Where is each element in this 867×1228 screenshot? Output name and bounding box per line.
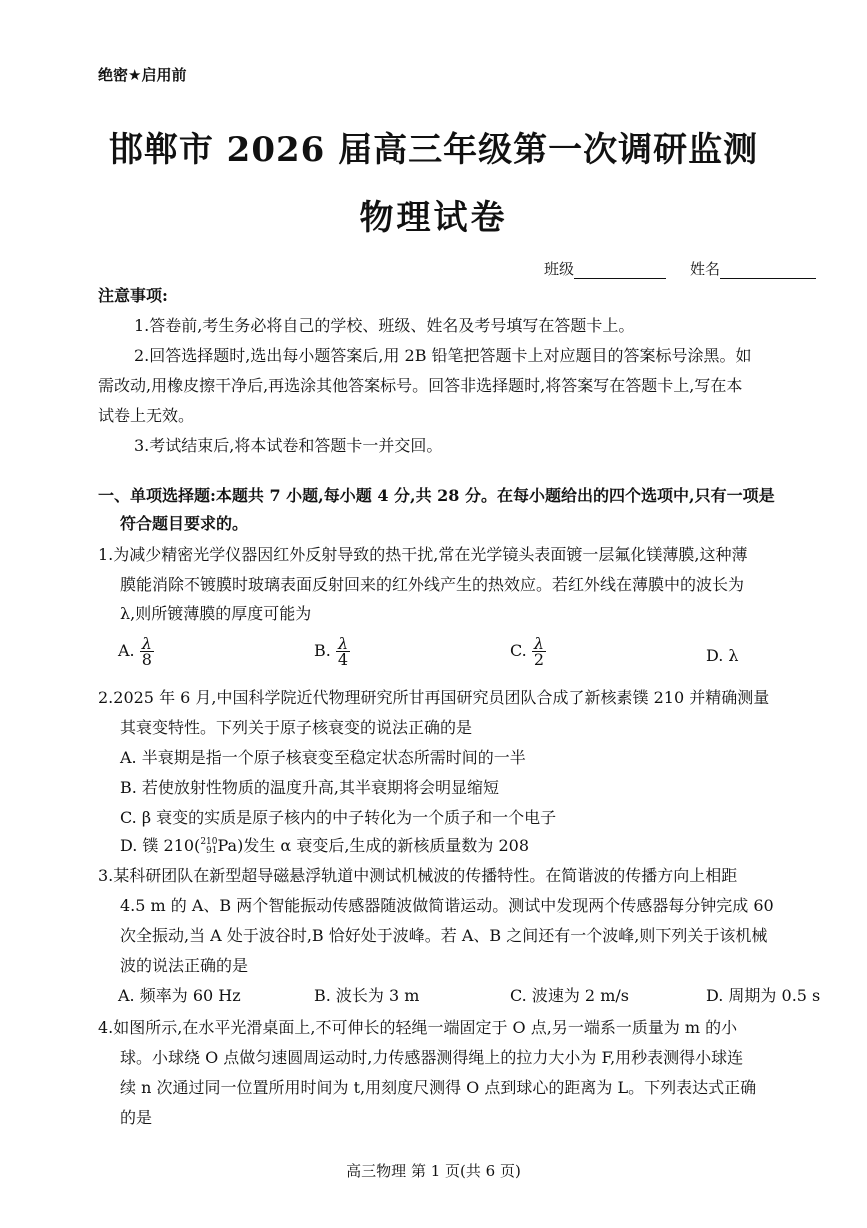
- q2-atomic-number: 91: [206, 845, 218, 856]
- q3-line-2: 4.5 m 的 A、B 两个智能振动传感器随波做简谐运动。测试中发现两个传感器每分钟完成 60: [120, 896, 774, 915]
- q1-option-b-denominator: 4: [337, 650, 349, 669]
- name-blank: [720, 262, 816, 279]
- q3-option-c: C. 波速为 2 m/s: [510, 986, 629, 1005]
- q1-option-a: [118, 636, 154, 667]
- q2-option-c: C. β 衰变的实质是原子核内的中子转化为一个质子和一个电子: [120, 808, 557, 827]
- q1-line-3: λ,则所镀薄膜的厚度可能为: [120, 604, 312, 623]
- q3-line-3: 次全振动,当 A 处于波谷时,B 恰好处于波峰。若 A、B 之间还有一个波峰,则下列关于该机械: [120, 926, 768, 945]
- q3-option-a: A. 频率为 60 Hz: [118, 986, 241, 1005]
- exam-title: 邯郸市 2026 届高三年级第一次调研监测: [108, 130, 759, 170]
- q1-option-c-fraction: [532, 636, 546, 667]
- section-1-heading-cont: 符合题目要求的。: [120, 514, 249, 533]
- q1-line-2: 膜能消除不镀膜时玻璃表面反射回来的红外线产生的热效应。若红外线在薄膜中的波长为: [120, 575, 745, 594]
- q1-option-b-label: B.: [314, 641, 331, 660]
- q1-option-a-fraction: [140, 636, 154, 667]
- q1-option-a-denominator: 8: [141, 650, 152, 669]
- q3-option-b: B. 波长为 3 m: [314, 986, 420, 1005]
- q1-option-b-fraction: [336, 636, 350, 667]
- q2-line-1: 2.2025 年 6 月,中国科学院近代物理研究所甘再国研究员团队合成了新核素镤 210 并精确测量: [98, 688, 770, 707]
- notice-item-2-line-1: 2.回答选择题时,选出每小题答案后,用 2B 铅笔把答题卡上对应题目的答案标号涂黑。如: [134, 346, 752, 365]
- q1-option-c-numerator: λ: [533, 634, 544, 653]
- q4-line-2: 球。小球绕 O 点做匀速圆周运动时,力传感器测得绳上的拉力大小为 F,用秒表测得小球连: [120, 1048, 744, 1067]
- section-1-heading: 一、单项选择题:本题共 7 小题,每小题 4 分,共 28 分。在每小题给出的四个选项中,只有一项是: [98, 486, 775, 505]
- q1-option-c-label: C.: [510, 641, 527, 660]
- page-footer: 高三物理 第 1 页(共 6 页): [346, 1162, 521, 1180]
- class-label: 班级: [544, 260, 575, 278]
- class-blank: [574, 262, 666, 279]
- q2-option-d-suffix: )发生 α 衰变后,生成的新核质量数为 208: [237, 836, 530, 855]
- class-field: [544, 258, 666, 279]
- q4-line-3: 续 n 次通过同一位置所用时间为 t,用刻度尺测得 O 点到球心的距离为 L。下列表达式正确: [120, 1078, 757, 1097]
- q1-option-a-label: A.: [118, 641, 135, 660]
- q3-line-4: 波的说法正确的是: [120, 956, 249, 975]
- q2-option-d: [120, 836, 529, 856]
- notice-item-2-line-3: 试卷上无效。: [98, 406, 195, 425]
- exam-subject-title: 物理试卷: [359, 198, 508, 238]
- q1-option-d: D. λ: [706, 646, 739, 665]
- notice-item-1: 1.答卷前,考生务必将自己的学校、班级、姓名及考号填写在答题卡上。: [134, 316, 635, 335]
- notice-heading: 注意事项:: [98, 286, 168, 305]
- q3-line-1: 3.某科研团队在新型超导磁悬浮轨道中测试机械波的传播特性。在简谐波的传播方向上相距: [98, 866, 738, 885]
- notice-item-3: 3.考试结束后,将本试卷和答题卡一并交回。: [134, 436, 443, 455]
- q4-line-1: 4.如图所示,在水平光滑桌面上,不可伸长的轻绳一端固定于 O 点,另一端系一质量为 m 的小: [98, 1018, 738, 1037]
- name-label: 姓名: [690, 260, 721, 278]
- q1-option-b: [314, 636, 350, 667]
- q2-line-2: 其衰变特性。下列关于原子核衰变的说法正确的是: [120, 718, 473, 737]
- q2-option-d-prefix: D. 镤 210(: [120, 836, 201, 855]
- notice-item-2-line-2: 需改动,用橡皮擦干净后,再选涂其他答案标号。回答非选择题时,将答案写在答题卡上,写在本: [98, 376, 743, 395]
- q2-element-symbol: Pa: [217, 836, 238, 855]
- q2-option-a: A. 半衰期是指一个原子核衰变至稳定状态所需时间的一半: [120, 748, 526, 767]
- name-field: [690, 258, 816, 279]
- confidential-label: 绝密★启用前: [98, 66, 187, 84]
- q3-option-d: D. 周期为 0.5 s: [706, 986, 821, 1005]
- q2-nuclide-numbers: [200, 838, 217, 856]
- q1-line-1: 1.为减少精密光学仪器因红外反射导致的热干扰,常在光学镜头表面镀一层氟化镁薄膜,这种薄: [98, 545, 748, 564]
- q1-option-a-numerator: λ: [141, 634, 152, 653]
- q2-mass-number: 210: [200, 836, 218, 847]
- q2-option-b: B. 若使放射性物质的温度升高,其半衰期将会明显缩短: [120, 778, 500, 797]
- q1-option-b-numerator: λ: [337, 634, 349, 653]
- q4-line-4: 的是: [120, 1108, 153, 1127]
- q1-option-c-denominator: 2: [533, 650, 545, 669]
- q1-option-c: [510, 636, 546, 667]
